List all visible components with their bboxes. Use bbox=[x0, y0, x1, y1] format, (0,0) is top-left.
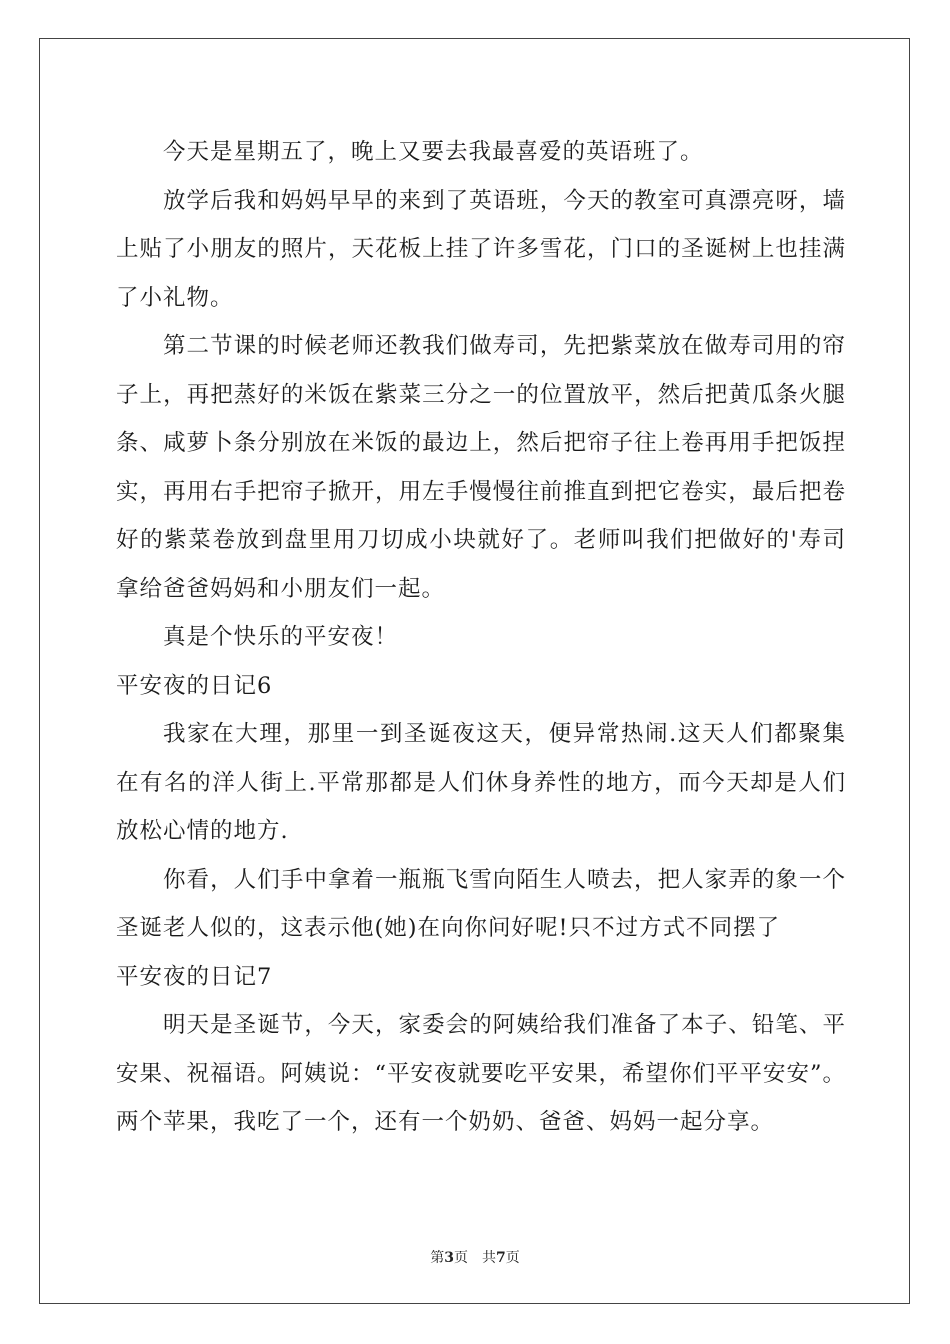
page-footer bbox=[0, 1247, 950, 1267]
page-mid: 页 共 bbox=[454, 1250, 496, 1266]
paragraph: 我家在大理，那里一到圣诞夜这天，便异常热闹.这天人们都聚集在有名的洋人街上.平常那都是人们休身养性的地方，而今天却是人们放松心情的地方. bbox=[116, 721, 846, 844]
total-page-number: 7 bbox=[496, 1250, 506, 1266]
current-page-number: 3 bbox=[444, 1250, 454, 1266]
section-heading: 平安夜的日记6 bbox=[116, 672, 273, 699]
document-body bbox=[116, 128, 846, 1147]
paragraph: 真是个快乐的平安夜！ bbox=[163, 624, 399, 650]
paragraph: 今天是星期五了，晚上又要去我最喜爱的英语班了。 bbox=[163, 139, 704, 165]
paragraph: 明天是圣诞节，今天，家委会的阿姨给我们准备了本子、铅笔、平安果、祝福语。阿姨说：“平安夜就要吃平安果，希望你们平平安安”。两个苹果，我吃了一个，还有一个奶奶、爸爸、妈妈一起分享。 bbox=[116, 1012, 847, 1135]
paragraph: 放学后我和妈妈早早的来到了英语班，今天的教室可真漂亮呀，墙上贴了小朋友的照片，天花板上挂了许多雪花，门口的圣诞树上也挂满了小礼物。 bbox=[116, 187, 846, 311]
page-prefix: 第 bbox=[430, 1250, 445, 1266]
paragraph: 第二节课的时候老师还教我们做寿司，先把紫菜放在做寿司用的帘子上，再把蒸好的米饭在紫菜三分之一的位置放平，然后把黄瓜条火腿条、咸萝卜条分别放在米饭的最边上，然后把帘子往上卷再用手把饭捏实，再用右手把帘子掀开，用左手慢慢往前推直到把它卷实，最后把卷好的紫菜卷放到盘里用刀切成小块就好了。老师叫我们把做好的'寿司拿给爸爸妈妈和小朋友们一起。 bbox=[116, 333, 846, 602]
section-heading: 平安夜的日记7 bbox=[116, 963, 273, 990]
page-suffix: 页 bbox=[505, 1250, 520, 1266]
paragraph: 你看，人们手中拿着一瓶瓶飞雪向陌生人喷去，把人家弄的象一个圣诞老人似的，这表示他(她)在向你问好呢!只不过方式不同摆了 bbox=[116, 866, 846, 941]
